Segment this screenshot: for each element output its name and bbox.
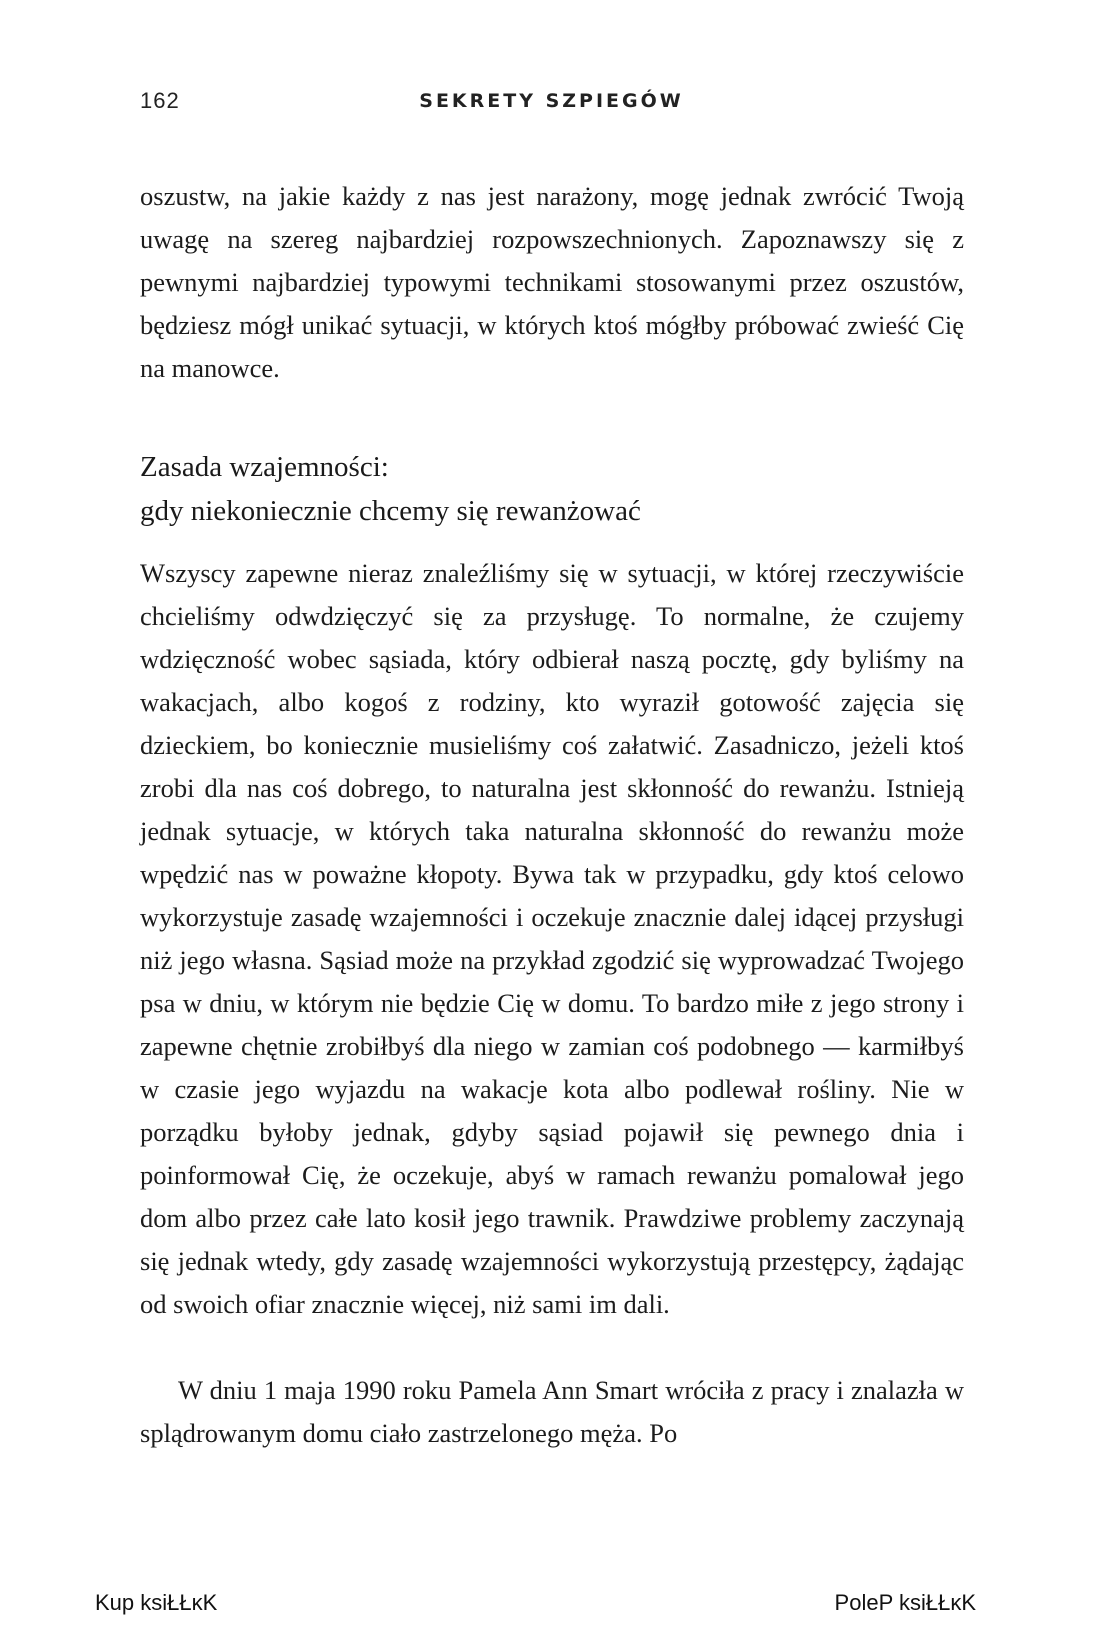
section-heading	[140, 445, 964, 533]
page-number: 162	[140, 88, 180, 113]
paragraph-2	[140, 552, 964, 1326]
paragraph-3	[140, 1369, 964, 1455]
buy-book-link[interactable]: Kup ksiŁŁĸK	[95, 1590, 218, 1615]
paragraph-2-text: Wszyscy zapewne nieraz znaleźliśmy się w sytuacji, w której rzeczywiście chcieliśmy odwdzięczyć się za przysługę. To normalne, że czujemy wdzięczność wobec sąsiada, który odbierał naszą pocztę, gdy byliśmy na wakacjach, albo kogoś z rodziny, kto wyraził gotowość zajęcia się dzieckiem, bo koniecznie musieliśmy coś załatwić. Zasadniczo, jeżeli ktoś zrobi dla nas coś dobrego, to naturalna jest skłonność do rewanżu. Istnieją jednak sytuacje, w których taka naturalna skłonność do rewanżu może wpędzić nas w poważne kłopoty. Bywa tak w przypadku, gdy ktoś celowo wykorzystuje zasadę wzajemności i oczekuje znacznie dalej idącej przysługi niż jego własna. Sąsiad może na przykład zgodzić się wyprowadzać Twojego psa w dniu, w którym nie będzie Cię w domu. To bardzo miłe z jego strony i zapewne chętnie zrobiłbyś dla niego w zamian coś podobnego — karmiłbyś w czasie jego wyjazdu na wakacje kota albo podlewał rośliny. Nie w porządku byłoby jednak, gdyby sąsiad pojawił się pewnego dnia i poinformował Cię, że oczekuje, abyś w ramach rewanżu pomalował jego dom albo przez całe lato kosił jego trawnik. Prawdziwe problemy zaczynają się jednak wtedy, gdy zasadę wzajemności wykorzystują przestępcy, żądając od swoich ofiar znacznie więcej, niż sami im dali.	[140, 558, 964, 1319]
paragraph-3-text: W dniu 1 maja 1990 roku Pamela Ann Smart wróciła z pracy i znalazła w splądrowanym domu ciało zastrzelonego męża. Po	[140, 1375, 964, 1448]
section-heading-line-1: Zasada wzajemności:	[140, 451, 389, 483]
section-heading-line-2: gdy niekoniecznie chcemy się rewanżować	[140, 495, 641, 527]
paragraph-1-text: oszustw, na jakie każdy z nas jest narażony, mogę jednak zwrócić Twoją uwagę na szereg najbardziej rozpowszechnionych. Zapoznawszy się z pewnymi najbardziej typowymi technikami stosowanymi przez oszustów, będziesz mógł unikać sytuacji, w których ktoś mógłby próbować zwieść Cię na manowce.	[140, 181, 964, 383]
running-title: SEKRETY SZPIEGÓW	[419, 90, 684, 112]
paragraph-1	[140, 175, 964, 390]
recommend-book-link[interactable]: PoleP ksiŁŁĸK	[834, 1590, 976, 1615]
